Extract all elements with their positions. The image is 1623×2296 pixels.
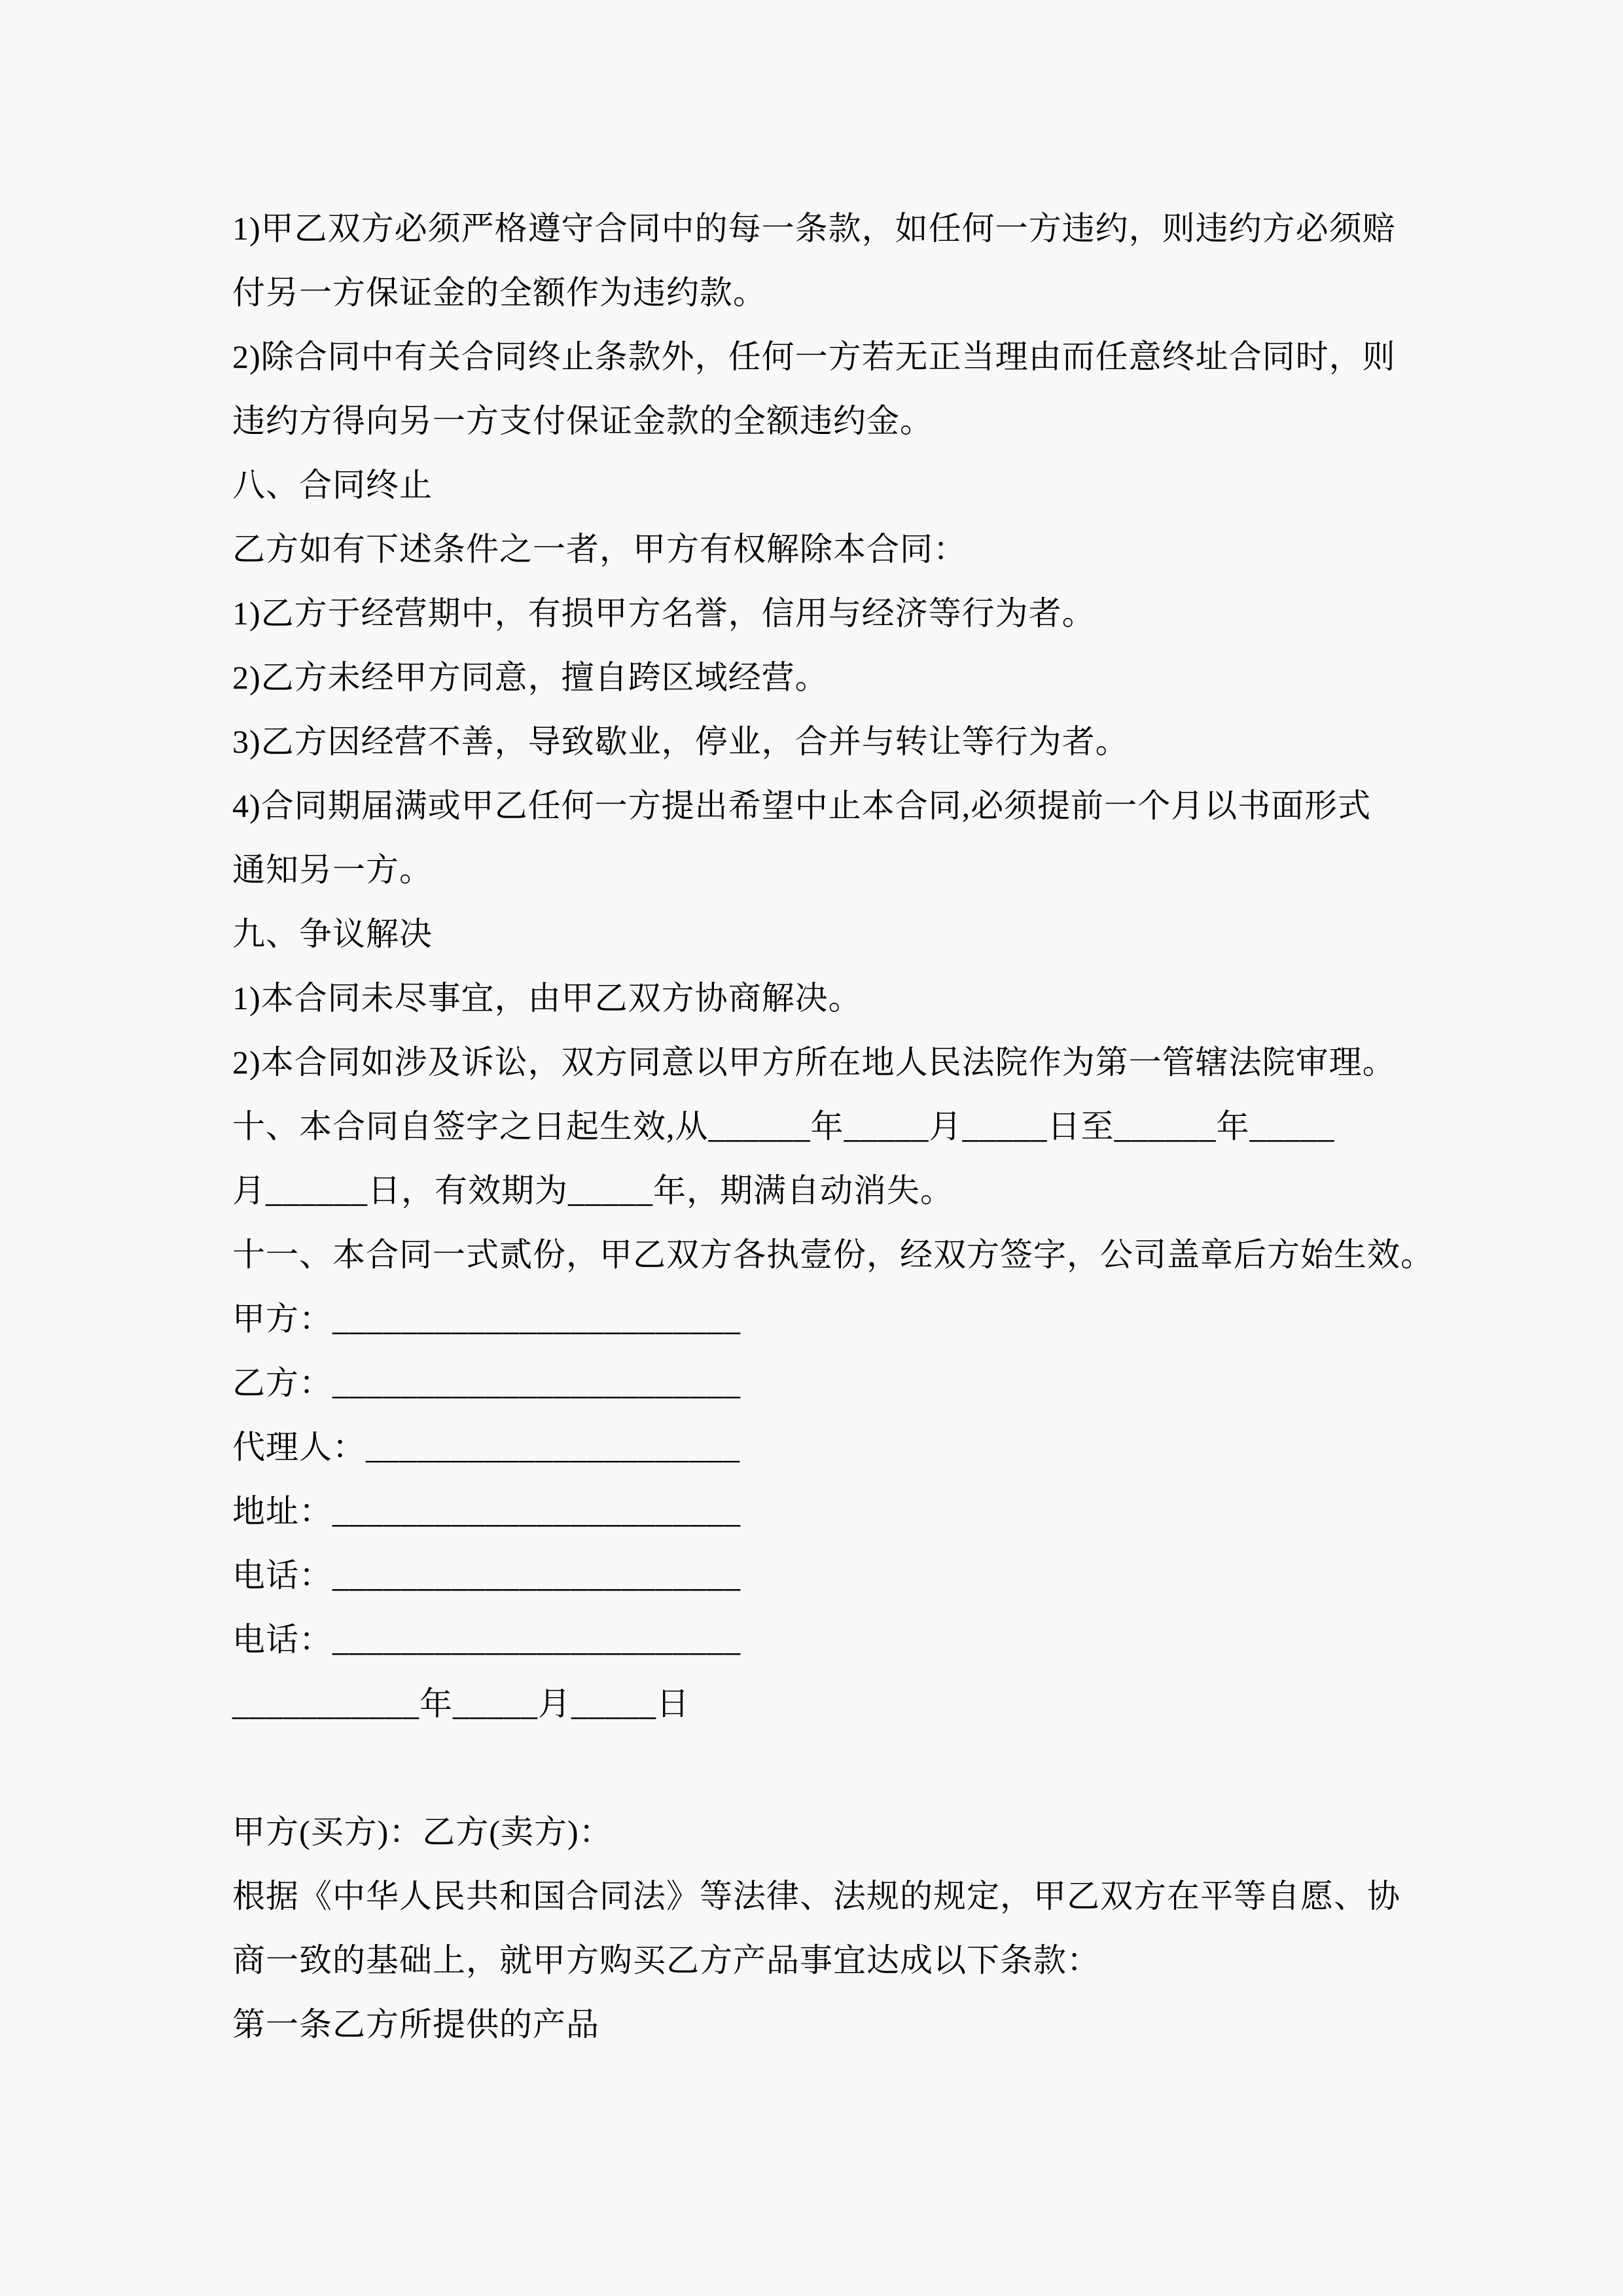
contract-line: 通知另一方。 xyxy=(232,852,433,888)
contract-line: 4)合同期届满或甲乙任何一方提出希望中止本合同,必须提前一个月以书面形式 xyxy=(232,787,1372,824)
contract-line: 2)乙方未经甲方同意，擅自跨区域经营。 xyxy=(232,659,829,696)
contract-line: 商一致的基础上，就甲方购买乙方产品事宜达成以下条款： xyxy=(232,1942,1100,1979)
contract-line: 违约方得向另一方支付保证金款的全额违约金。 xyxy=(232,403,933,439)
contract-line: 乙方如有下述条件之一者，甲方有权解除本合同： xyxy=(232,531,967,567)
contract-line: 十一、本合同一式贰份，甲乙双方各执壹份，经双方签字，公司盖章后方始生效。 xyxy=(232,1236,1434,1273)
contract-section-heading: 九、争议解决 xyxy=(232,916,433,952)
parties-heading: 甲方(买方)：乙方(卖方)： xyxy=(232,1814,613,1850)
contract-line: 1)甲乙双方必须严格遵守合同中的每一条款，如任何一方违约，则违约方必须赔 xyxy=(232,210,1396,247)
signature-field-address: 地址：________________________ xyxy=(232,1493,741,1530)
signature-field-party-b: 乙方：________________________ xyxy=(232,1365,741,1401)
contract-line: 付另一方保证金的全额作为违约款。 xyxy=(232,274,766,311)
contract-line: 根据《中华人民共和国合同法》等法律、法规的规定，甲乙双方在平等自愿、协 xyxy=(232,1878,1400,1914)
signature-field-phone: 电话：________________________ xyxy=(232,1621,741,1658)
signature-field-agent: 代理人：______________________ xyxy=(232,1429,740,1465)
contract-line: 2)本合同如涉及诉讼，双方同意以甲方所在地人民法院作为第一管辖法院审理。 xyxy=(232,1044,1396,1081)
contract-line: 1)乙方于经营期中，有损甲方名誉，信用与经济等行为者。 xyxy=(232,595,1096,632)
contract-line-with-blanks: 十、本合同自签字之日起生效,从______年_____月_____日至______年_____ xyxy=(232,1108,1335,1145)
contract-clause-heading: 第一条乙方所提供的产品 xyxy=(232,2006,599,2043)
signature-field-phone: 电话：________________________ xyxy=(232,1557,741,1594)
contract-line: 1)本合同未尽事宜，由甲乙双方协商解决。 xyxy=(232,980,862,1016)
date-field: ___________年_____月_____日 xyxy=(232,1685,690,1722)
contract-section-heading: 八、合同终止 xyxy=(232,467,433,503)
contract-line: 3)乙方因经营不善，导致歇业，停业，合并与转让等行为者。 xyxy=(232,723,1129,760)
blank-line xyxy=(232,1736,1414,1800)
contract-line-with-blanks: 月______日，有效期为_____年，期满自动消失。 xyxy=(232,1172,954,1209)
contract-line: 2)除合同中有关合同终止条款外，任何一方若无正当理由而任意终址合同时，则 xyxy=(232,338,1396,375)
signature-field-party-a: 甲方：________________________ xyxy=(232,1300,741,1337)
